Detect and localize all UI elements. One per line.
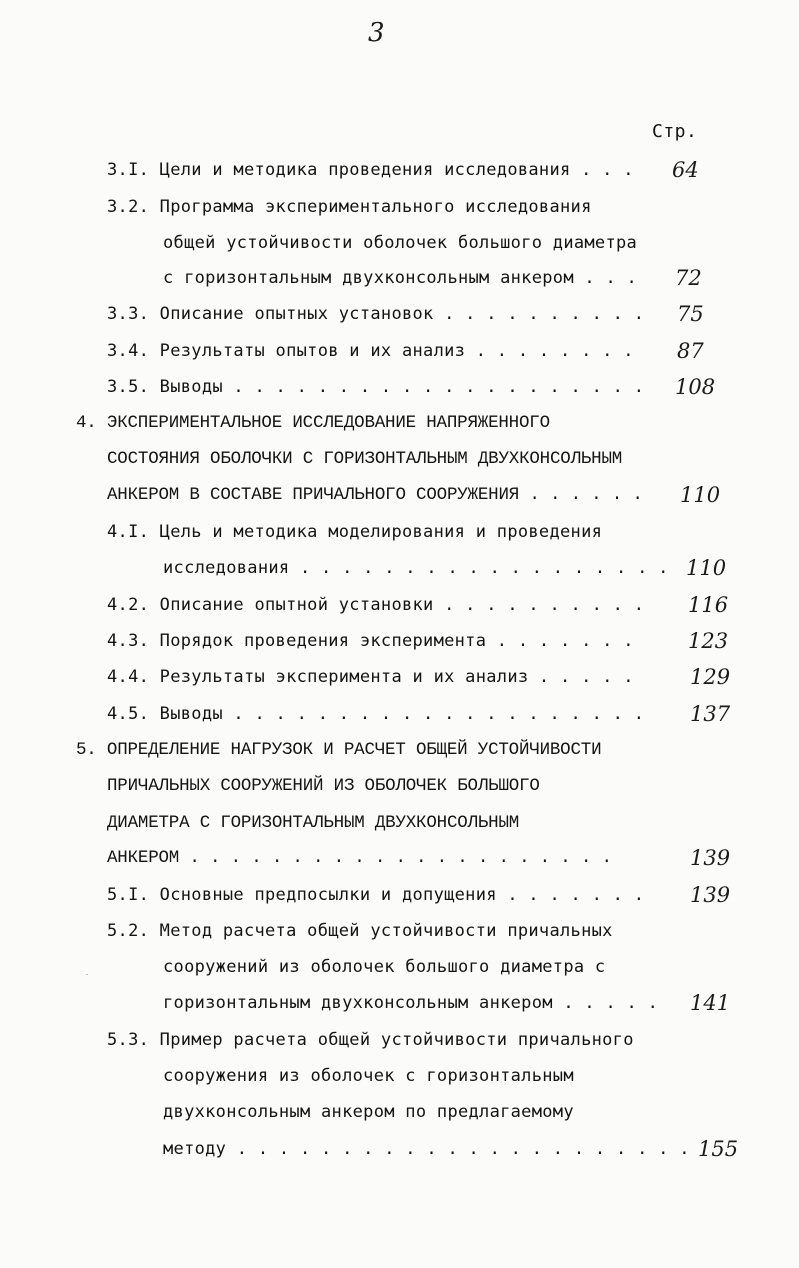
- toc-chapter-5-cont: ДИАМЕТРА С ГОРИЗОНТАЛЬНЫМ ДВУХКОНСОЛЬНЫМ: [107, 813, 520, 833]
- toc-entry-3-2-cont: с горизонтальным двухконсольным анкером . . .: [163, 268, 638, 288]
- toc-entry-3-3: 3.3. Описание опытных установок . . . . . . . . . .: [107, 304, 645, 324]
- toc-page-4-2: 116: [688, 593, 729, 617]
- toc-entry-3-2: 3.2. Программа экспериментального исследования: [107, 197, 592, 217]
- toc-entry-3-4: 3.4. Результаты опытов и их анализ . . . . . . . .: [107, 341, 634, 361]
- toc-chapter-5-cont: АНКЕРОМ . . . . . . . . . . . . . . . . . . . . .: [107, 848, 612, 868]
- toc-page-4: 110: [680, 483, 721, 507]
- toc-entry-5-2-cont: сооружений из оболочек большого диаметра с: [163, 957, 606, 977]
- toc-entry-4-2: 4.2. Описание опытной установки . . . . . . . . . .: [107, 595, 645, 615]
- toc-entry-3-5: 3.5. Выводы . . . . . . . . . . . . . . . . . . . .: [107, 377, 645, 397]
- toc-page-3-2: 72: [675, 266, 702, 290]
- toc-page-4-5: 137: [690, 702, 731, 726]
- toc-entry-5-3-cont: сооружения из оболочек с горизонтальным: [163, 1066, 574, 1086]
- toc-entry-5-3-cont: методу . . . . . . . . . . . . . . . . . . . . . .: [163, 1139, 690, 1159]
- toc-entry-3-2-cont: общей устойчивости оболочек большого диаметра: [163, 233, 638, 253]
- toc-entry-4-3: 4.3. Порядок проведения эксперимента . . . . . . .: [107, 631, 634, 651]
- toc-page-5-2: 141: [690, 991, 731, 1015]
- toc-chapter-4-cont: СОСТОЯНИЯ ОБОЛОЧКИ С ГОРИЗОНТАЛЬНЫМ ДВУХКОНСОЛЬНЫМ: [107, 449, 623, 469]
- toc-entry-5-2: 5.2. Метод расчета общей устойчивости причальных: [107, 921, 613, 941]
- toc-entry-5-1: 5.I. Основные предпосылки и допущения . . . . . . .: [107, 885, 645, 905]
- toc-page-4-4: 129: [690, 665, 731, 689]
- toc-page-5: 139: [690, 846, 731, 870]
- toc-chapter-5-cont: ПРИЧАЛЬНЫХ СООРУЖЕНИЙ ИЗ ОБОЛОЧЕК БОЛЬШОГО: [107, 776, 540, 796]
- toc-page-5-3: 155: [698, 1137, 739, 1161]
- toc-entry-4-1-cont: исследования . . . . . . . . . . . . . . . . . .: [163, 558, 669, 578]
- toc-chapter-5: 5. ОПРЕДЕЛЕНИЕ НАГРУЗОК И РАСЧЕТ ОБЩЕЙ УСТОЙЧИВОСТИ: [76, 740, 602, 760]
- scan-speck: [86, 974, 88, 975]
- toc-page-5-1: 139: [690, 883, 731, 907]
- toc-page-3-4: 87: [677, 339, 704, 363]
- toc-entry-5-3: 5.3. Пример расчета общей устойчивости причального: [107, 1030, 634, 1050]
- toc-page-3-1: 64: [672, 158, 699, 182]
- toc-chapter-4-cont: АНКЕРОМ В СОСТАВЕ ПРИЧАЛЬНОГО СООРУЖЕНИЯ . . . . . .: [107, 485, 643, 505]
- page-number: 3: [368, 18, 385, 48]
- toc-page-3-3: 75: [677, 302, 704, 326]
- toc-entry-4-1: 4.I. Цель и методика моделирования и проведения: [107, 522, 603, 542]
- page-column-label: Стр.: [652, 121, 698, 142]
- toc-page-3-5: 108: [675, 375, 716, 399]
- toc-entry-5-3-cont: двухконсольным анкером по предлагаемому: [163, 1102, 574, 1122]
- toc-entry-3-1: 3.I. Цели и методика проведения исследования . . .: [107, 160, 634, 180]
- toc-entry-5-2-cont: горизонтальным двухконсольным анкером . . . . .: [163, 993, 659, 1013]
- toc-entry-4-5: 4.5. Выводы . . . . . . . . . . . . . . . . . . . .: [107, 704, 645, 724]
- toc-page-4-1: 110: [686, 556, 727, 580]
- toc-chapter-4: 4. ЭКСПЕРИМЕНТАЛЬНОЕ ИССЛЕДОВАНИЕ НАПРЯЖЕННОГО: [76, 413, 550, 433]
- toc-page-4-3: 123: [688, 629, 729, 653]
- toc-entry-4-4: 4.4. Результаты эксперимента и их анализ . . . . .: [107, 667, 634, 687]
